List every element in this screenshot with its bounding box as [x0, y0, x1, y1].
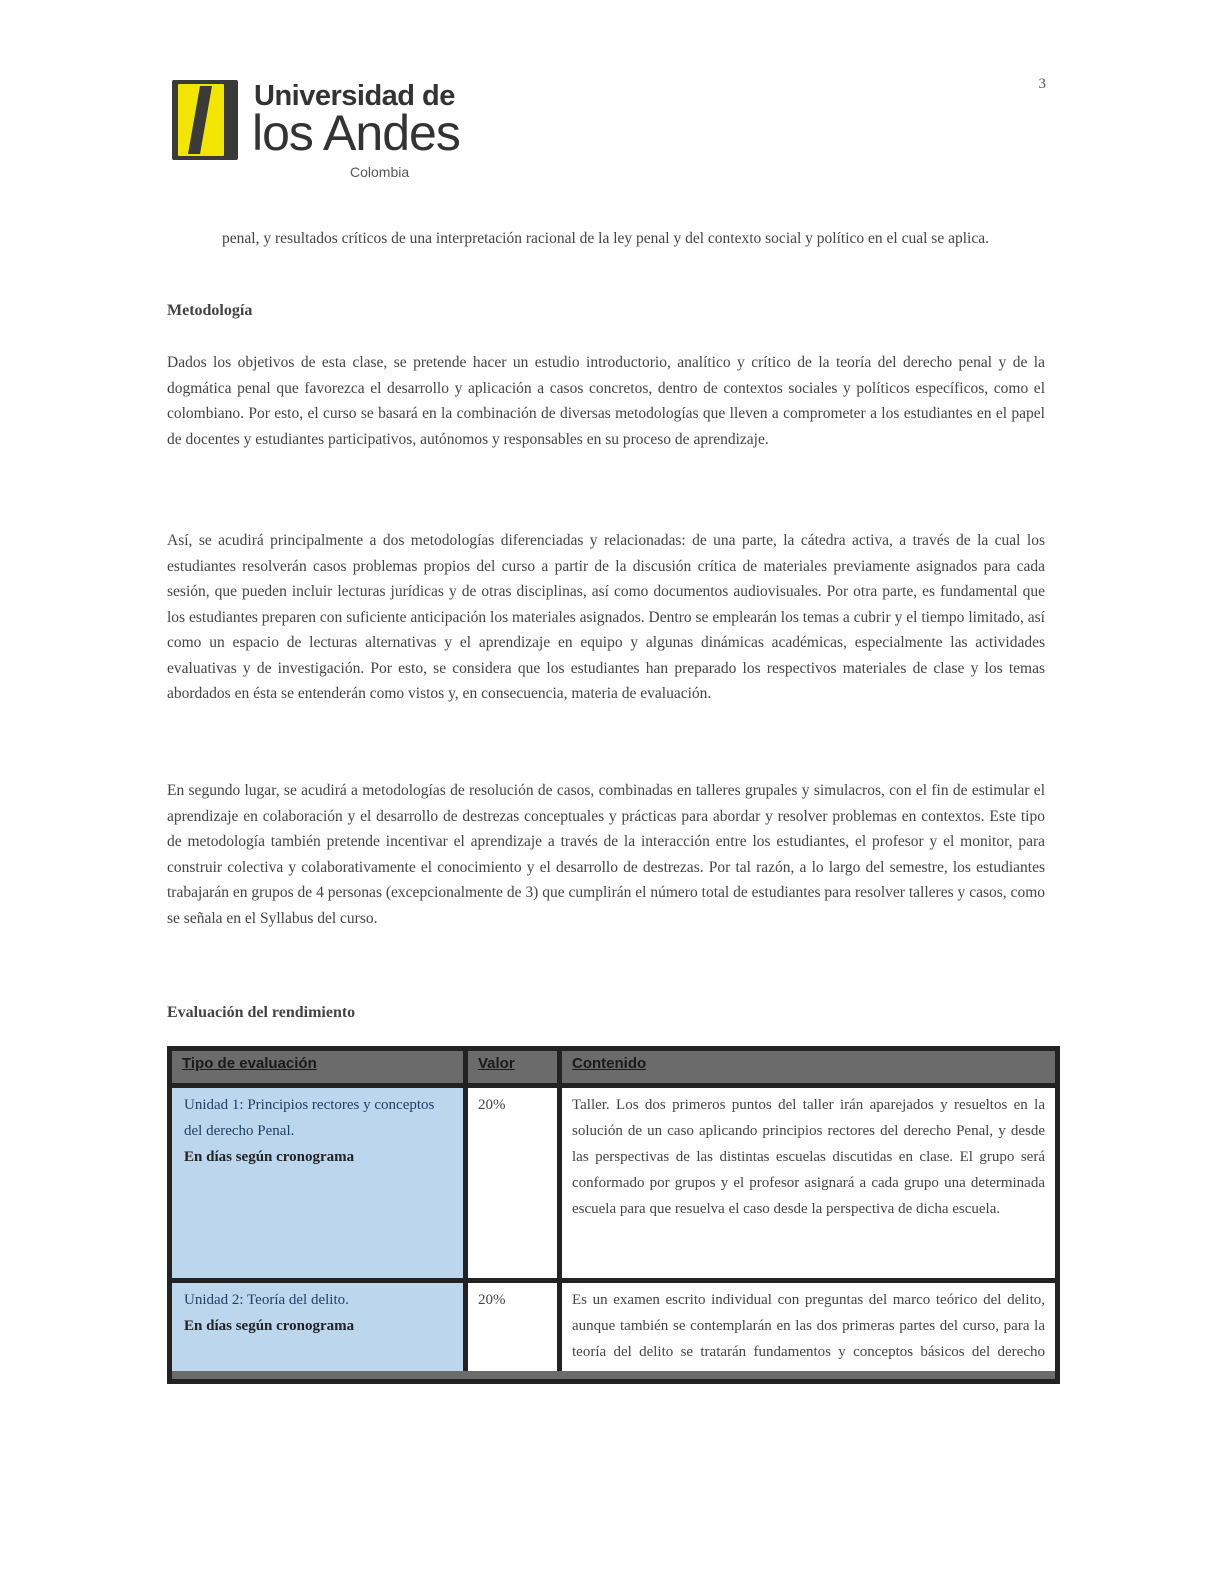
row-content-cell: Es un examen escrito individual con preguntas del marco teórico del delito, aunque también se contemplarán en las dos primeras partes del curso, para la teoría del delito se tratarán fundamentos y conceptos básicos del derecho: [572, 1292, 1045, 1360]
column-divider: [463, 1051, 468, 1379]
column-divider: [557, 1051, 562, 1379]
row-type-cell: [172, 1283, 463, 1379]
page-number: 3: [1038, 76, 1046, 92]
methodology-paragraph-3: En segundo lugar, se acudirá a metodologías de resolución de casos, combinadas en talleres grupales y simulacros, con el fin de estimular el aprendizaje en colaboración y el desarrollo de destrezas conceptuales y prácticas para abordar y resolver problemas en contextos. Este tipo de metodología también pretende incentivar el aprendizaje a través de la interacción entre los estudiantes, el profesor y el monitor, para construir colectiva y colaborativamente el conocimiento y el desarrollo de destrezas. Por tal razón, a lo largo del semestre, los estudiantes trabajarán en grupos de 4 personas (excepcionalmente de 3) que cumplirán el número total de estudiantes para resolver talleres y casos, como se señala en el Syllabus del curso.: [167, 782, 1045, 927]
header-content: Contenido: [572, 1055, 647, 1072]
logo-emblem-icon: [172, 80, 238, 160]
row-type-cell: [172, 1088, 463, 1278]
row-type-title: Unidad 1: Principios rectores y conceptos del derecho Penal.: [184, 1097, 435, 1139]
row-content-cell: Taller. Los dos primeros puntos del taller irán aparejados y resueltos en la solución de un caso aplicando principios rectores del derecho Penal, y desde las perspectivas de las distintas escuelas discutidas en clase. El grupo será conformado por grupos y el profesor asignará a cada grupo una determinada escuela para que resuelva el caso desde la perspectiva de dicha escuela.: [572, 1097, 1045, 1217]
methodology-heading: Metodología: [167, 302, 253, 319]
methodology-paragraph-1: Dados los objetivos de esta clase, se pretende hacer un estudio introductorio, analítico y crítico de la teoría del derecho penal y de la dogmática penal que favorezca el desarrollo y aplicación a casos concretos, dentro de contextos sociales y políticos específicos, como el colombiano. Por esto, el curso se basará en la combinación de diversas metodologías que lleven a comprometer a los estudiantes en el papel de docentes y estudiantes participativos, autónomos y responsables en su proceso de aprendizaje.: [167, 354, 1045, 448]
row-type-schedule: En días según cronograma: [184, 1318, 355, 1334]
row-value-cell: 20%: [478, 1292, 506, 1308]
university-logo: [172, 78, 460, 186]
row-type-title: Unidad 2: Teoría del delito.: [184, 1292, 349, 1308]
table-header-row: [172, 1051, 1055, 1088]
row-type-schedule: En días según cronograma: [184, 1149, 355, 1165]
header-value: Valor: [478, 1055, 515, 1072]
logo-line-3: Colombia: [350, 164, 410, 180]
evaluation-table: [167, 1046, 1060, 1384]
evaluation-heading: Evaluación del rendimiento: [167, 1004, 356, 1021]
header-type: Tipo de evaluación: [182, 1055, 317, 1072]
table-bottom-bar: [172, 1371, 1055, 1379]
table-row: [172, 1088, 1055, 1278]
intro-fragment: penal, y resultados críticos de una interpretación racional de la ley penal y del contexto social y político en el cual se aplica.: [222, 230, 989, 247]
row-value-cell: 20%: [478, 1097, 506, 1113]
methodology-paragraph-2: Así, se acudirá principalmente a dos metodologías diferenciadas y relacionadas: de una parte, la cátedra activa, a través de la cual los estudiantes resolverán casos problemas propios del curso a partir de la discusión crítica de materiales previamente asignados para cada sesión, que pueden incluir lecturas jurídicas y de otras disciplinas, así como documentos audiovisuales. Por otra parte, es fundamental que los estudiantes preparen con suficiente anticipación los materiales asignados. Dentro se emplearán los temas a cubrir y el tiempo limitado, así como un espacio de lecturas alternativas y el aprendizaje en equipo y algunas dinámicas académicas, especialmente las actividades evaluativas y de investigación. Por esto, se considera que los estudiantes han preparado los respectivos materiales de clase y los temas abordados en ésta se entenderán como vistos y, en consecuencia, materia de evaluación.: [167, 532, 1045, 702]
logo-line-1: Universidad de: [254, 80, 455, 112]
logo-line-2: los Andes: [252, 105, 460, 161]
table-row: [172, 1283, 1055, 1379]
